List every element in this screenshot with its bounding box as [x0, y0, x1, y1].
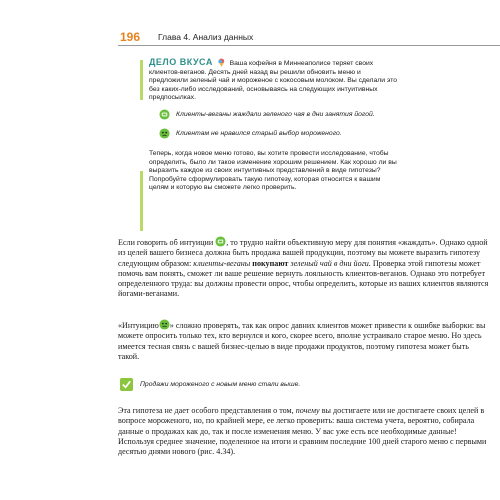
chapter-title: Глава 4. Анализ данных [158, 32, 254, 42]
p3-text: Эта гипотеза не дает особого представления о том, [118, 406, 294, 415]
icecream-logo-icon [217, 58, 226, 67]
p2-text: » сложно проверять, так как опрос давних клиентов может привести к ошибке выборки: вы можете опросить только тех, кто вернулся и кого, скорее всего, вполне устраивало старое меню. Но здесь имеется тесная связь с вашей бизнес-целью в виде продажи продуктов, поэтому гипотеза может быть такой. [118, 321, 486, 361]
p3-text: вы достигаете или не достигаете своих целей в вопросе мороженого, но, по крайней мере, ее легко проверить: ваша система учета, вероятно, собирала данные о продажах как до, так и после изменения меню. У вас уже есть все необходимые данные! Используя среднее значение, поделенное на итоги и сравним последние 100 дней старого меню с первыми десятью днями нового (рис. 4.34). [118, 406, 487, 457]
header-rule [118, 45, 500, 46]
p1-text: Проверка этой гипотезы может помочь вам понять, сможет ли ваше решение вернуть лояльность клиентов-веганов. Однако это потребует определенного труда: вы должны провести опрос, чтобы определить, которые из ваших клиентов являются йогами-веганами. [118, 258, 489, 299]
box-intro [149, 58, 399, 103]
bullet-red-text: Клиентам не нравился старый выбор мороженого. [176, 130, 342, 137]
box-title: ДЕЛО ВКУСА [149, 57, 213, 67]
p1-text: зеленый чай в дни йоги. [290, 258, 371, 268]
box-intro-text: Ваша кофейня в Миннеаполисе теряет своих клиентов-веганов. Десять дней назад вы решили обновить меню и предложили зеленый чай и мороженое с кокосовым молоком. Вы сделали это без каких-либо исследований, основываясь на следующих интуитивных предпосылках. [149, 60, 398, 102]
green-tea-icon [215, 236, 226, 247]
accent-bar [140, 171, 143, 231]
paragraph-intuition [118, 236, 490, 300]
sad-face-icon [159, 319, 170, 330]
bullet-green-text: Клиенты-веганы жаждали зеленого чая в дни занятия йогой. [176, 111, 375, 118]
p2-text: «Интуицию [118, 321, 159, 330]
p1-text: покупают [252, 258, 289, 268]
page-number: 196 [120, 30, 141, 44]
page-header [120, 30, 500, 44]
p3-text: почему [295, 406, 320, 415]
p1-text: клиенты-веганы [193, 258, 251, 268]
sad-face-icon [159, 128, 170, 139]
p1-text: Если говорить об интуиции [118, 238, 214, 247]
hypothesis-text: Продажи мороженого с новым меню стали выше. [140, 381, 301, 388]
accent-bar [140, 60, 143, 100]
p1-text: , то трудно найти объективную меру для понятия «жаждать». Однако одной из целей вашего бизнеса должна быть продажа вашей продукции, поэтому вы можете выразить гипотезу следующим образом: [118, 238, 488, 268]
green-tea-icon [159, 109, 170, 120]
paragraph-icecream [118, 319, 490, 362]
box-followup: Теперь, когда новое меню готово, вы хотите провести исследование, чтобы определить, было ли такое изменение хорошим решением. Как хорошо ли вы выразить каждое из своих интуитивных представлений в виде гипотезы? Попробуйте сформулировать такую гипотезу, которая относится к вашим целям и которую вы сможете легко проверить. [149, 150, 397, 192]
checkmark-icon [120, 378, 133, 391]
taste-case-box [140, 58, 400, 243]
paragraph-hypothesis [118, 406, 490, 457]
